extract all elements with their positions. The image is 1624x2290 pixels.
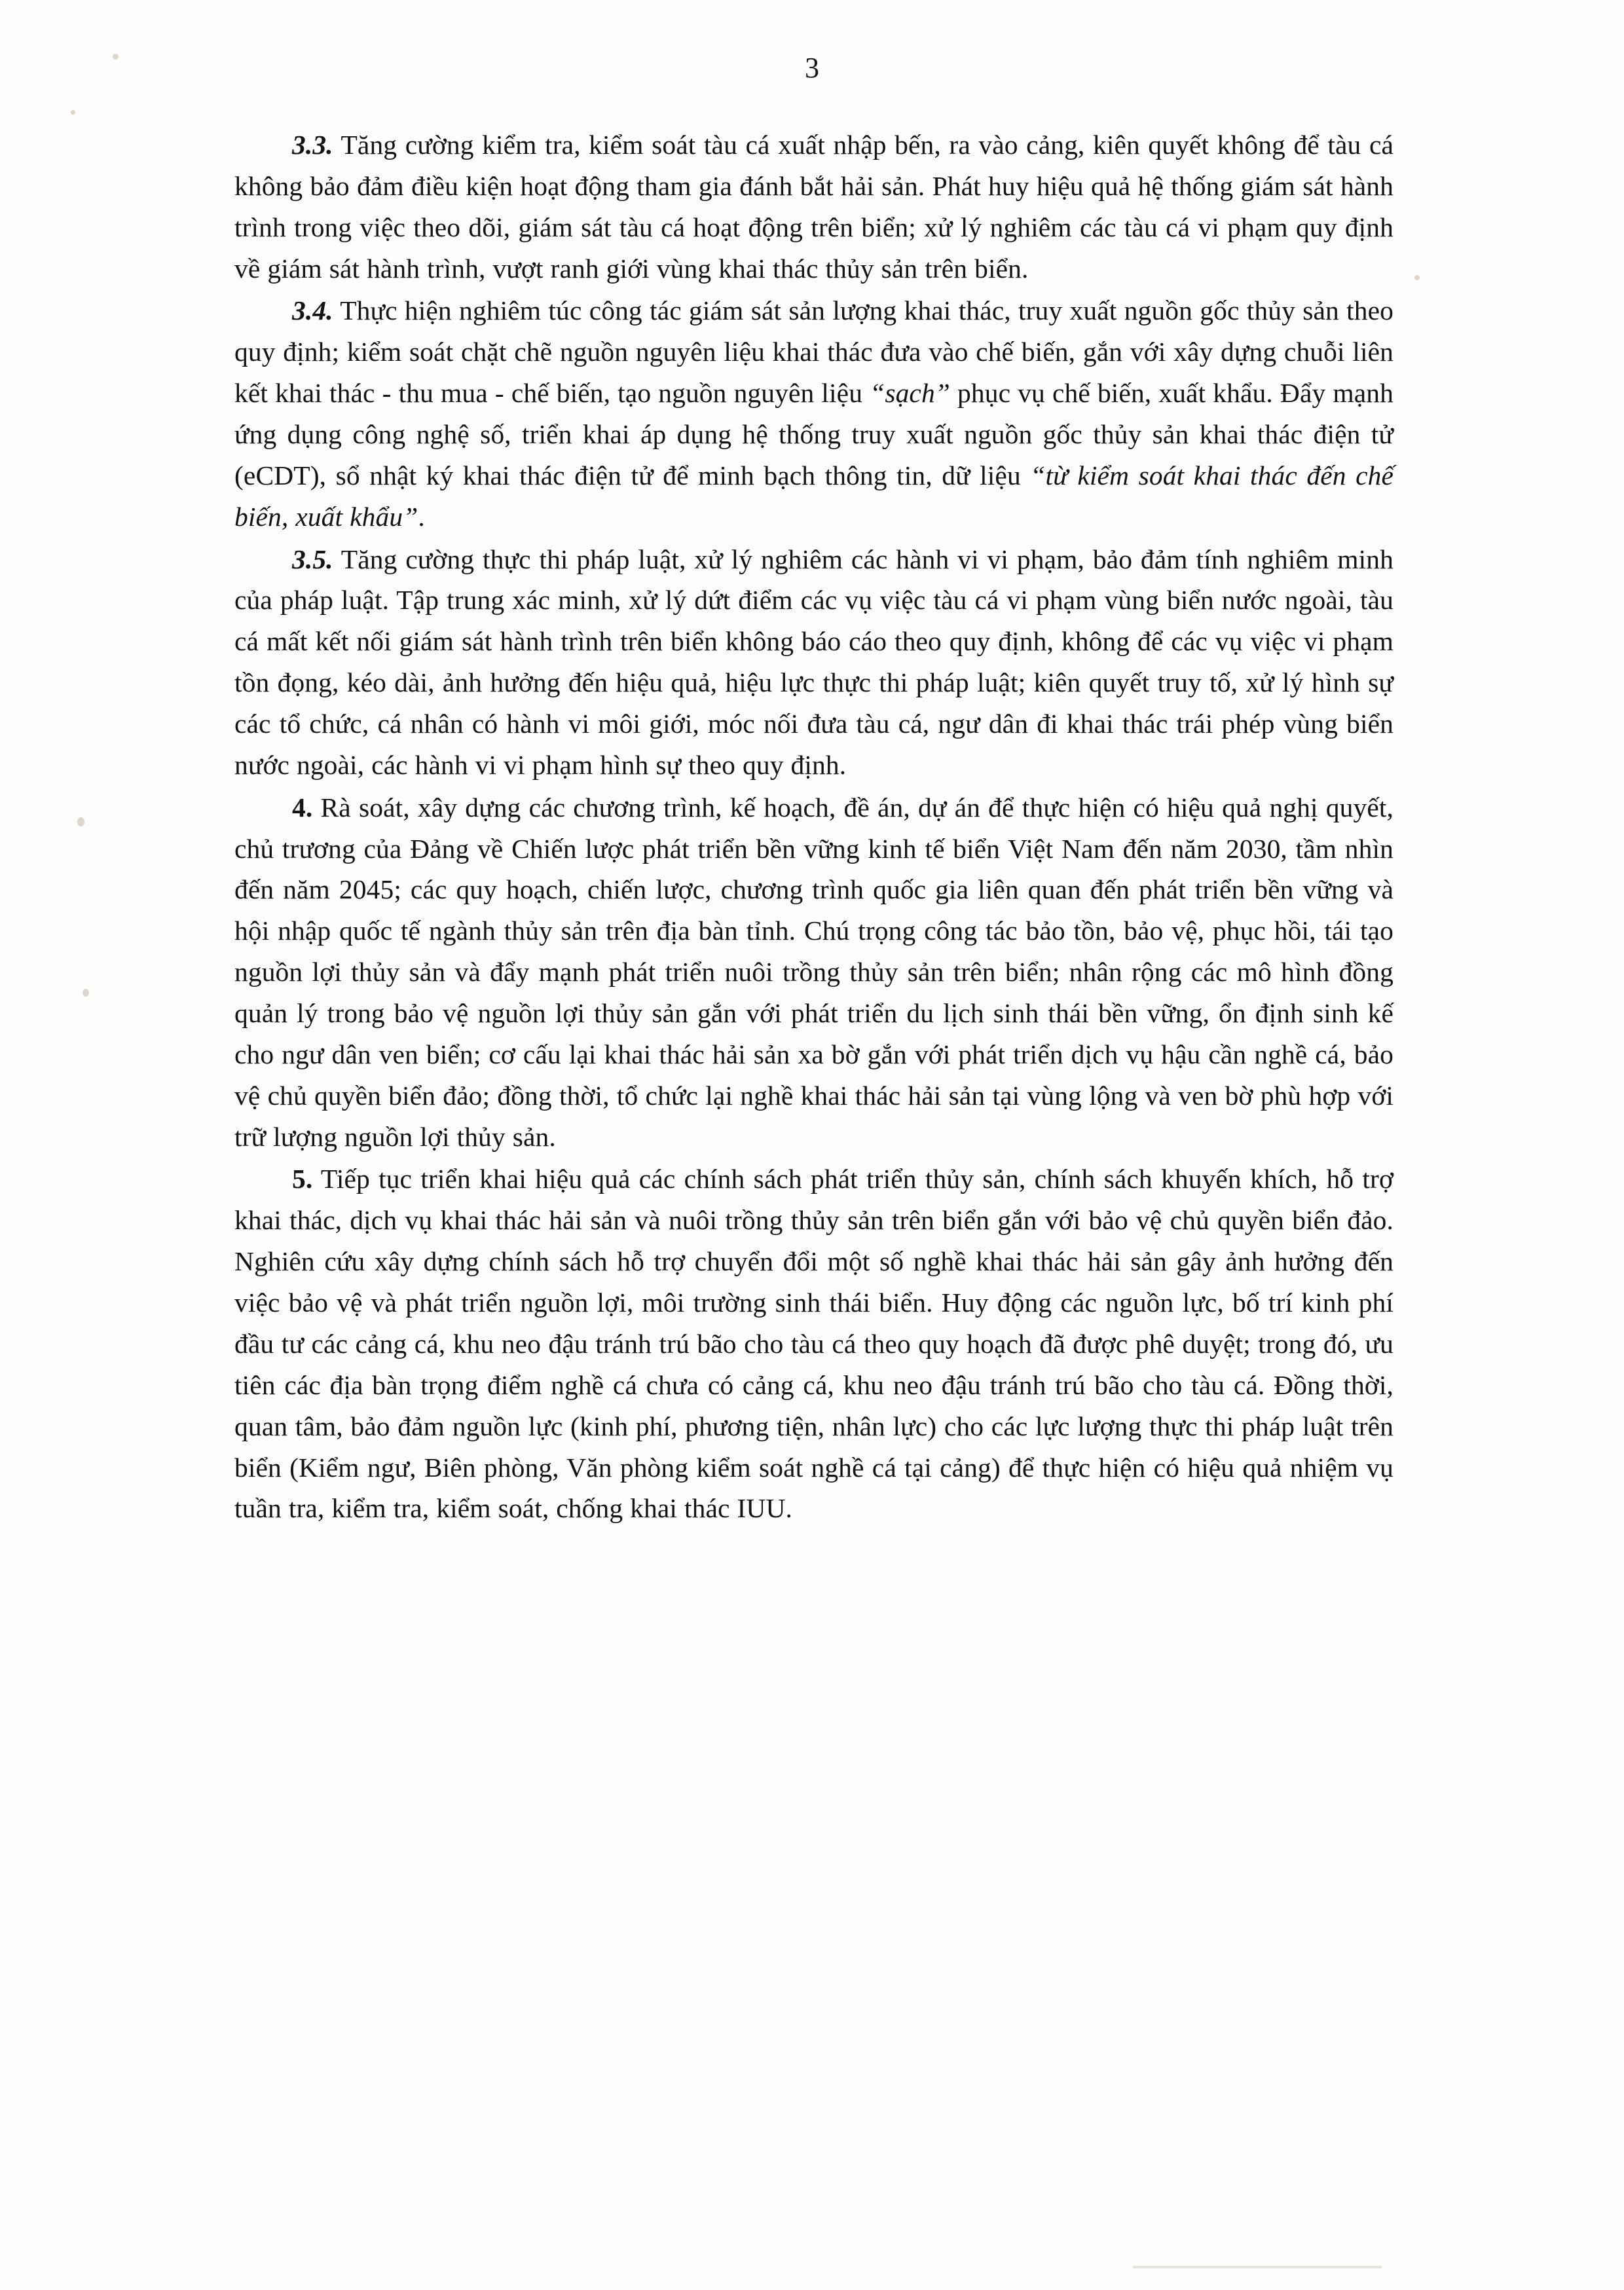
paragraph-3-5 [234, 539, 1393, 786]
paragraph-label-4: 4. [292, 792, 313, 822]
paragraph-quote-truyxuat: “từ kiểm soát khai thác đến chế biến, xuất khẩu” [234, 460, 1393, 532]
paragraph-3-3 [234, 124, 1393, 289]
paragraph-text-3-4-c: . [418, 501, 425, 532]
paragraph-4 [234, 787, 1393, 1158]
paragraph-text-5: Tiếp tục triển khai hiệu quả các chính sách phát triển thủy sản, chính sách khuyến khích, hỗ trợ khai thác, dịch vụ khai thác hải sản và nuôi trồng thủy sản trên biển gắn với bảo vệ chủ quyền biển đảo. Nghiên cứu xây dựng chính sách hỗ trợ chuyển đổi một số nghề khai thác hải sản gây ảnh hưởng đến việc bảo vệ và phát triển nguồn lợi, môi trường sinh thái biển. Huy động các nguồn lực, bố trí kinh phí đầu tư các cảng cá, khu neo đậu tránh trú bão cho tàu cá theo quy hoạch đã được phê duyệt; trong đó, ưu tiên các địa bàn trọng điểm nghề cá chưa có cảng cá, khu neo đậu tránh trú bão cho tàu cá. Đồng thời, quan tâm, bảo đảm nguồn lực (kinh phí, phương tiện, nhân lực) cho các lực lượng thực thi pháp luật trên biển (Kiểm ngư, Biên phòng, Văn phòng kiểm soát nghề cá tại cảng) để thực hiện có hiệu quả nhiệm vụ tuần tra, kiểm tra, kiểm soát, chống khai thác IUU. [234, 1164, 1393, 1524]
paragraph-label-3-5: 3.5. [292, 544, 333, 574]
scan-speck [77, 817, 84, 826]
document-body [234, 124, 1393, 1530]
paragraph-quote-sach: “sạch” [870, 378, 950, 409]
scan-speck [71, 110, 75, 115]
page-number: 3 [805, 52, 819, 84]
scan-speck [113, 54, 119, 60]
paragraph-label-3-3: 3.3. [292, 130, 333, 160]
paragraph-label-5: 5. [292, 1164, 313, 1194]
paragraph-3-4 [234, 290, 1393, 537]
paragraph-text-3-3: Tăng cường kiểm tra, kiểm soát tàu cá xuất nhập bến, ra vào cảng, kiên quyết không để tàu cá không bảo đảm điều kiện hoạt động tham gia đánh bắt hải sản. Phát huy hiệu quả hệ thống giám sát hành trình trong việc theo dõi, giám sát tàu cá hoạt động trên biển; xử lý nghiêm các tàu cá vi phạm quy định về giám sát hành trình, vượt ranh giới vùng khai thác thủy sản trên biển. [234, 130, 1393, 284]
paragraph-5 [234, 1158, 1393, 1529]
scan-speck [1414, 275, 1420, 280]
paragraph-text-3-4-b: phục vụ chế biến, xuất khẩu. Đẩy mạnh ứng dụng công nghệ số, triển khai áp dụng hệ thống truy xuất nguồn gốc thủy sản khai thác điện tử (eCDT), sổ nhật ký khai thác điện tử để minh bạch thông tin, dữ liệu [234, 378, 1394, 490]
paragraph-text-4: Rà soát, xây dựng các chương trình, kế hoạch, đề án, dự án để thực hiện có hiệu quả nghị quyết, chủ trương của Đảng về Chiến lược phát triển bền vững kinh tế biển Việt Nam đến năm 2030, tầm nhìn đến năm 2045; các quy hoạch, chiến lược, chương trình quốc gia liên quan đến phát triển bền vững và hội nhập quốc tế ngành thủy sản trên địa bàn tỉnh. Chú trọng công tác bảo tồn, bảo vệ, phục hồi, tái tạo nguồn lợi thủy sản và đẩy mạnh phát triển nuôi trồng thủy sản trên biển; nhân rộng các mô hình đồng quản lý trong bảo vệ nguồn lợi thủy sản gắn với phát triển du lịch sinh thái bền vững, ổn định sinh kế cho ngư dân ven biển; cơ cấu lại khai thác hải sản xa bờ gắn với phát triển dịch vụ hậu cần nghề cá, bảo vệ chủ quyền biển đảo; đồng thời, tổ chức lại nghề khai thác hải sản tại vùng lộng và ven bờ phù hợp với trữ lượng nguồn lợi thủy sản. [234, 792, 1393, 1152]
scan-edge-mark [1133, 2266, 1382, 2268]
paragraph-text-3-5: Tăng cường thực thi pháp luật, xử lý nghiêm các hành vi vi phạm, bảo đảm tính nghiêm minh của pháp luật. Tập trung xác minh, xử lý dứt điểm các vụ việc tàu cá vi phạm vùng biển nước ngoài, tàu cá mất kết nối giám sát hành trình trên biển không báo cáo theo quy định, không để các vụ việc vi phạm tồn đọng, kéo dài, ảnh hưởng đến hiệu quả, hiệu lực thực thi pháp luật; kiên quyết truy tố, xử lý hình sự các tổ chức, cá nhân có hành vi môi giới, móc nối đưa tàu cá, ngư dân đi khai thác trái phép vùng biển nước ngoài, các hành vi vi phạm hình sự theo quy định. [234, 544, 1393, 780]
paragraph-label-3-4: 3.4. [292, 295, 333, 326]
scan-speck [83, 989, 89, 997]
paragraph-text-3-4-a: Thực hiện nghiêm túc công tác giám sát sản lượng khai thác, truy xuất nguồn gốc thủy sản theo quy định; kiểm soát chặt chẽ nguồn nguyên liệu khai thác đưa vào chế biến, gắn với xây dựng chuỗi liên kết khai thác - thu mua - chế biến, tạo nguồn nguyên liệu [234, 295, 1393, 409]
